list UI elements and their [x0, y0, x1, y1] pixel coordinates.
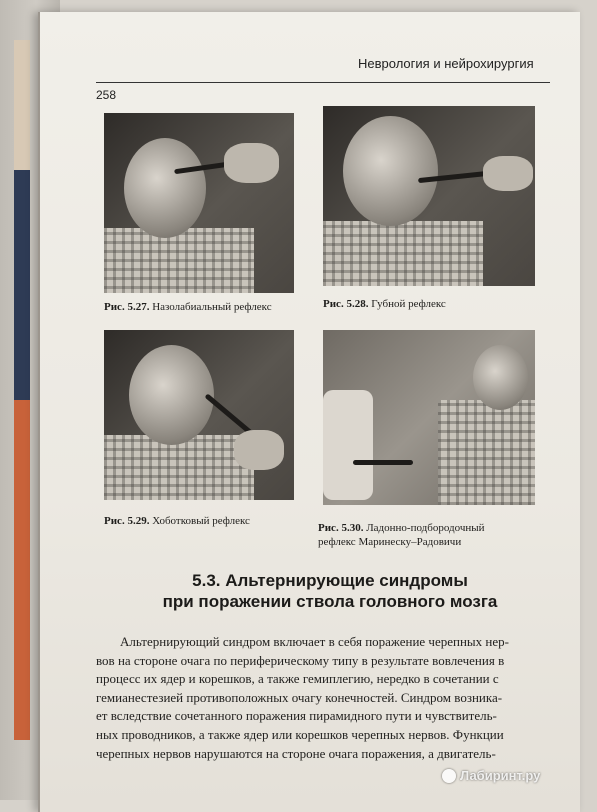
body-line: вов на стороне очага по периферическому типу в результате вовлечения в [96, 652, 505, 668]
figure-caption [318, 521, 485, 549]
header-rule [96, 82, 550, 83]
body-line: Альтернирующий синдром включает в себя поражение черепных нер- [120, 634, 509, 649]
body-line: гемианестезией противоположных очагу конечностей. Синдром возника- [96, 689, 503, 705]
figure-title: Назолабиальный рефлекс [152, 301, 272, 313]
body-line: процесс их ядер и корешков, а также гемиплегию, нередко в сочетании с [96, 671, 499, 687]
figure-caption [104, 300, 272, 314]
photo-snout-reflex [104, 330, 294, 500]
body-line: ных проводников, а также ядер или корешков черепных нервов. Функции [96, 726, 504, 742]
figure-title: Хоботковый рефлекс [152, 515, 250, 527]
running-title: Неврология и нейрохирургия [358, 56, 534, 71]
figure-title-line2: рефлекс Маринеску–Радовичи [318, 536, 462, 548]
section-heading [110, 570, 550, 612]
figure-label: Рис. 5.27. [104, 301, 150, 313]
body-line: ет вследствие сочетанного поражения пирамидного пути и чувствитель- [96, 708, 497, 724]
photo-lip-reflex [323, 106, 535, 286]
figure-label: Рис. 5.28. [323, 298, 369, 310]
figure-caption [104, 514, 250, 528]
figure-label: Рис. 5.29. [104, 515, 150, 527]
section-heading-line2: при поражении ствола головного мозга [162, 592, 498, 611]
figure-label: Рис. 5.30. [318, 522, 364, 534]
body-line: черепных нервов нарушаются на стороне очага поражения, а двигатель- [96, 745, 496, 761]
body-paragraph [96, 633, 536, 763]
page-number: 258 [96, 88, 117, 102]
watermark: Лабиринт.ру [460, 768, 541, 783]
figure-caption [323, 297, 446, 311]
figure-title-line1: Ладонно-подбородочный [366, 522, 485, 534]
section-heading-line1: 5.3. Альтернирующие синдромы [192, 571, 468, 590]
photo-palmomental-reflex [323, 330, 535, 505]
figure-title: Губной рефлекс [371, 298, 446, 310]
photo-nasolabial-reflex [104, 113, 294, 293]
watermark-logo-icon [442, 769, 456, 783]
book-spine [14, 40, 30, 740]
